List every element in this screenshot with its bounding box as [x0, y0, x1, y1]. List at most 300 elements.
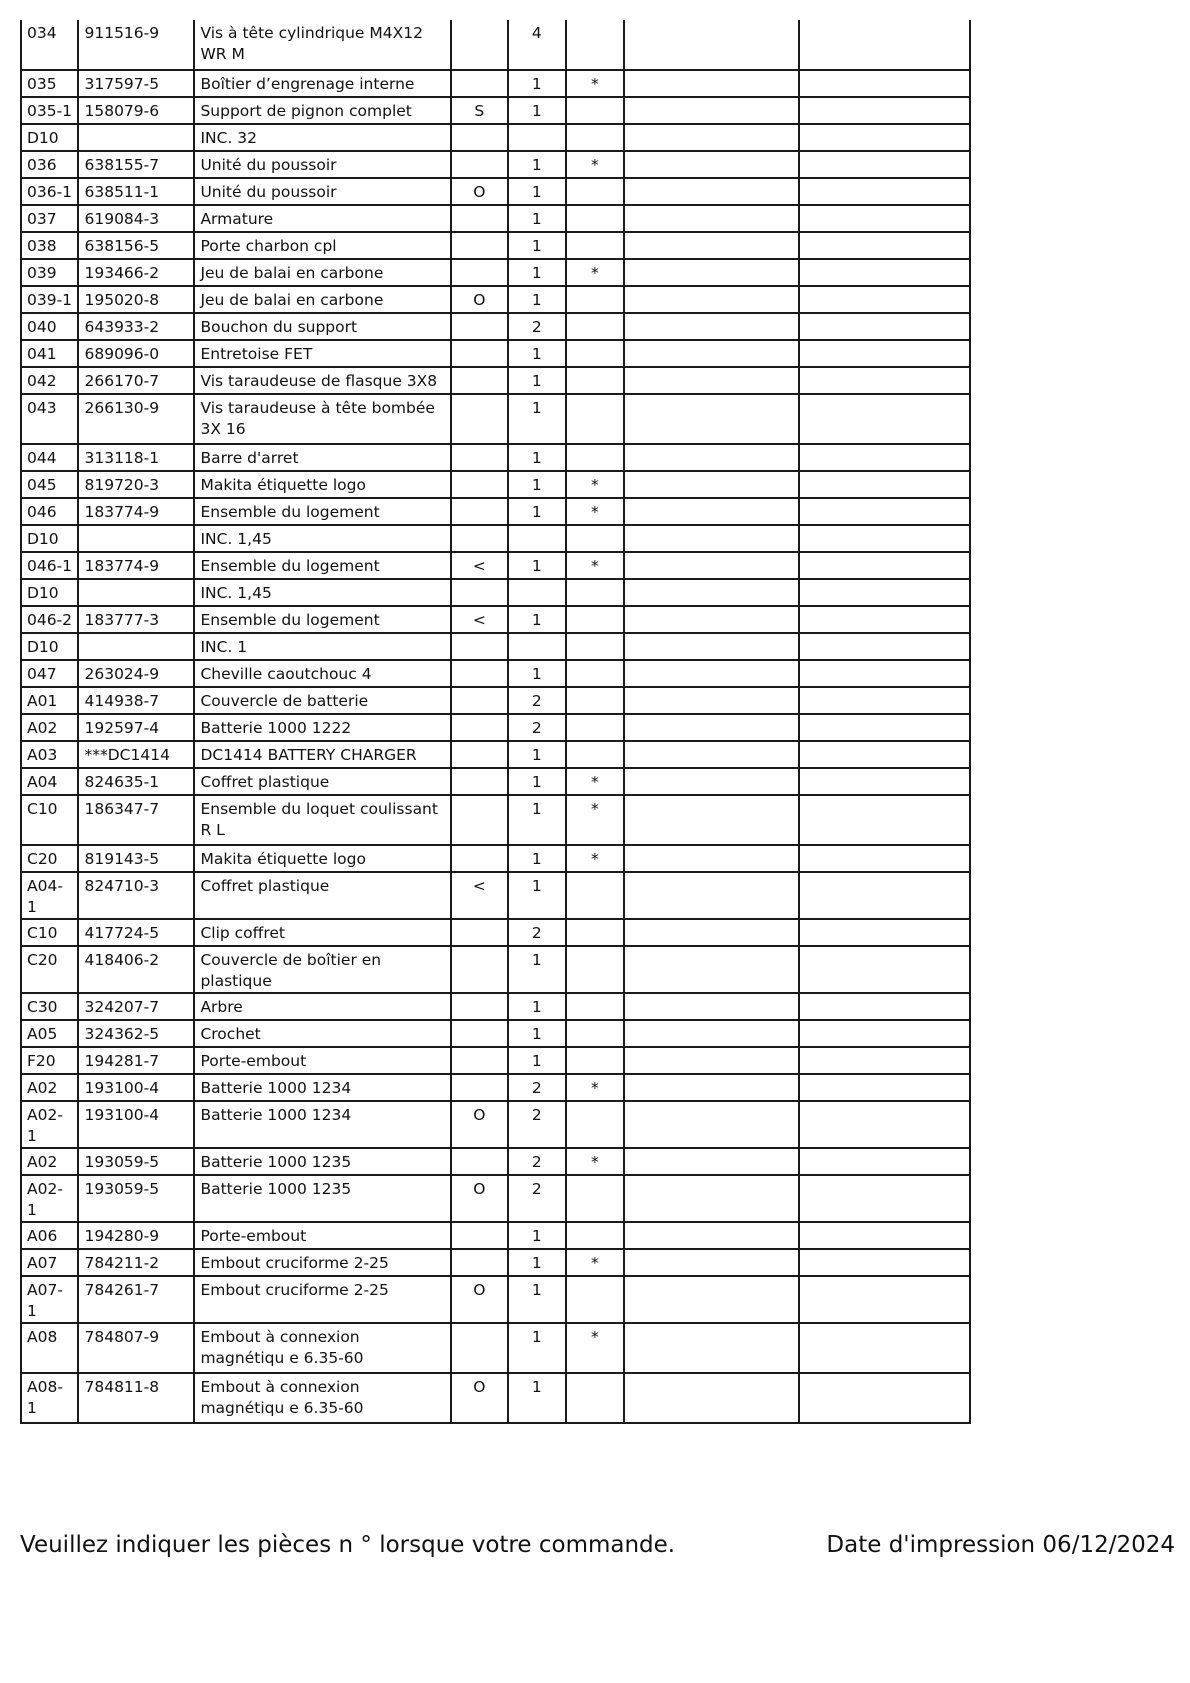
reference-cell: 041: [21, 340, 78, 367]
part-number-cell: 183774-9: [78, 498, 194, 525]
table-row: [21, 367, 970, 394]
empty-cell: [799, 367, 970, 394]
table-row: [21, 660, 970, 687]
description-cell: Boîtier d’engrenage interne: [194, 70, 450, 97]
reference-cell: 038: [21, 232, 78, 259]
quantity-cell: [508, 579, 565, 606]
description-cell: INC. 1,45: [194, 525, 450, 552]
empty-cell: [624, 633, 798, 660]
part-number-cell: 784811-8: [78, 1373, 194, 1423]
empty-cell: [799, 552, 970, 579]
part-number-cell: 643933-2: [78, 313, 194, 340]
flag-cell: [451, 1222, 508, 1249]
empty-cell: [799, 687, 970, 714]
flag-cell: [451, 579, 508, 606]
reference-cell: A05: [21, 1020, 78, 1047]
quantity-cell: 1: [508, 444, 565, 471]
part-number-cell: 194280-9: [78, 1222, 194, 1249]
quantity-cell: 1: [508, 1222, 565, 1249]
table-row: [21, 1222, 970, 1249]
quantity-cell: 2: [508, 1101, 565, 1148]
flag-cell: [451, 20, 508, 70]
empty-cell: [799, 1074, 970, 1101]
table-row: [21, 1323, 970, 1373]
table-row: [21, 471, 970, 498]
part-number-cell: 195020-8: [78, 286, 194, 313]
part-number-cell: 313118-1: [78, 444, 194, 471]
part-number-cell: 317597-5: [78, 70, 194, 97]
flag-cell: O: [451, 178, 508, 205]
marker-cell: [566, 919, 624, 946]
flag-cell: [451, 714, 508, 741]
quantity-cell: 2: [508, 1175, 565, 1222]
empty-cell: [799, 714, 970, 741]
reference-cell: D10: [21, 633, 78, 660]
marker-cell: [566, 1276, 624, 1323]
quantity-cell: 1: [508, 259, 565, 286]
reference-cell: A02: [21, 1148, 78, 1175]
marker-cell: *: [566, 552, 624, 579]
flag-cell: O: [451, 1276, 508, 1323]
part-number-cell: 784211-2: [78, 1249, 194, 1276]
empty-cell: [624, 367, 798, 394]
marker-cell: *: [566, 498, 624, 525]
table-row: [21, 97, 970, 124]
empty-cell: [624, 741, 798, 768]
quantity-cell: 2: [508, 1074, 565, 1101]
part-number-cell: 911516-9: [78, 20, 194, 70]
table-row: [21, 633, 970, 660]
empty-cell: [624, 1074, 798, 1101]
description-cell: Ensemble du logement: [194, 498, 450, 525]
empty-cell: [624, 498, 798, 525]
parts-list-sheet: [20, 20, 971, 1424]
flag-cell: [451, 946, 508, 993]
flag-cell: [451, 340, 508, 367]
flag-cell: [451, 687, 508, 714]
empty-cell: [799, 633, 970, 660]
quantity-cell: 1: [508, 660, 565, 687]
description-cell: Embout à connexion magnétiqu e 6.35-60: [194, 1373, 450, 1423]
description-cell: Coffret plastique: [194, 872, 450, 919]
part-number-cell: 819143-5: [78, 845, 194, 872]
description-cell: Porte charbon cpl: [194, 232, 450, 259]
marker-cell: [566, 606, 624, 633]
quantity-cell: [508, 633, 565, 660]
description-cell: Cheville caoutchouc 4: [194, 660, 450, 687]
description-cell: Makita étiquette logo: [194, 845, 450, 872]
part-number-cell: 638156-5: [78, 232, 194, 259]
description-cell: Vis taraudeuse à tête bombée 3X 16: [194, 394, 450, 444]
table-row: [21, 340, 970, 367]
reference-cell: 037: [21, 205, 78, 232]
table-row: [21, 525, 970, 552]
table-row: [21, 714, 970, 741]
parts-table-body: [21, 20, 970, 1423]
empty-cell: [624, 1249, 798, 1276]
marker-cell: [566, 579, 624, 606]
marker-cell: *: [566, 70, 624, 97]
table-row: [21, 1101, 970, 1148]
empty-cell: [799, 919, 970, 946]
marker-cell: *: [566, 795, 624, 845]
empty-cell: [624, 660, 798, 687]
empty-cell: [799, 232, 970, 259]
description-cell: Unité du poussoir: [194, 178, 450, 205]
marker-cell: [566, 286, 624, 313]
flag-cell: <: [451, 552, 508, 579]
table-row: [21, 1148, 970, 1175]
marker-cell: [566, 1020, 624, 1047]
quantity-cell: 1: [508, 741, 565, 768]
empty-cell: [624, 1323, 798, 1373]
empty-cell: [799, 178, 970, 205]
part-number-cell: 638511-1: [78, 178, 194, 205]
description-cell: Jeu de balai en carbone: [194, 286, 450, 313]
flag-cell: [451, 313, 508, 340]
quantity-cell: 1: [508, 946, 565, 993]
table-row: [21, 946, 970, 993]
table-row: [21, 1020, 970, 1047]
empty-cell: [799, 872, 970, 919]
marker-cell: [566, 340, 624, 367]
table-row: [21, 1074, 970, 1101]
empty-cell: [624, 579, 798, 606]
part-number-cell: 824710-3: [78, 872, 194, 919]
flag-cell: [451, 1020, 508, 1047]
table-row: [21, 394, 970, 444]
empty-cell: [799, 946, 970, 993]
print-date: Date d'impression 06/12/2024: [826, 1532, 1175, 1558]
quantity-cell: 1: [508, 1249, 565, 1276]
part-number-cell: [78, 124, 194, 151]
description-cell: Batterie 1000 1234: [194, 1101, 450, 1148]
empty-cell: [624, 313, 798, 340]
marker-cell: [566, 1373, 624, 1423]
marker-cell: [566, 20, 624, 70]
reference-cell: A02-1: [21, 1101, 78, 1148]
part-number-cell: 689096-0: [78, 340, 194, 367]
quantity-cell: 2: [508, 687, 565, 714]
marker-cell: [566, 946, 624, 993]
quantity-cell: 1: [508, 768, 565, 795]
part-number-cell: 324362-5: [78, 1020, 194, 1047]
flag-cell: [451, 232, 508, 259]
quantity-cell: 2: [508, 1148, 565, 1175]
part-number-cell: [78, 633, 194, 660]
order-note: Veuillez indiquer les pièces n ° lorsque votre commande.: [20, 1532, 676, 1558]
description-cell: Arbre: [194, 993, 450, 1020]
part-number-cell: 418406-2: [78, 946, 194, 993]
empty-cell: [799, 1148, 970, 1175]
empty-cell: [799, 20, 970, 70]
quantity-cell: 1: [508, 232, 565, 259]
part-number-cell: 638155-7: [78, 151, 194, 178]
reference-cell: A01: [21, 687, 78, 714]
flag-cell: <: [451, 606, 508, 633]
marker-cell: [566, 1222, 624, 1249]
part-number-cell: 266170-7: [78, 367, 194, 394]
reference-cell: A02-1: [21, 1175, 78, 1222]
table-row: [21, 872, 970, 919]
marker-cell: [566, 232, 624, 259]
reference-cell: D10: [21, 579, 78, 606]
quantity-cell: 1: [508, 993, 565, 1020]
reference-cell: 035-1: [21, 97, 78, 124]
marker-cell: [566, 313, 624, 340]
flag-cell: [451, 498, 508, 525]
table-row: [21, 1276, 970, 1323]
empty-cell: [799, 1249, 970, 1276]
reference-cell: 039-1: [21, 286, 78, 313]
marker-cell: *: [566, 151, 624, 178]
flag-cell: [451, 993, 508, 1020]
table-row: [21, 20, 970, 70]
description-cell: Embout cruciforme 2-25: [194, 1276, 450, 1323]
part-number-cell: 183777-3: [78, 606, 194, 633]
empty-cell: [624, 919, 798, 946]
empty-cell: [624, 124, 798, 151]
description-cell: Porte-embout: [194, 1222, 450, 1249]
empty-cell: [799, 1047, 970, 1074]
flag-cell: [451, 1148, 508, 1175]
empty-cell: [799, 1175, 970, 1222]
reference-cell: 042: [21, 367, 78, 394]
empty-cell: [624, 714, 798, 741]
marker-cell: [566, 687, 624, 714]
table-row: [21, 178, 970, 205]
part-number-cell: 263024-9: [78, 660, 194, 687]
quantity-cell: 1: [508, 286, 565, 313]
quantity-cell: 2: [508, 919, 565, 946]
empty-cell: [624, 1101, 798, 1148]
quantity-cell: 1: [508, 872, 565, 919]
flag-cell: [451, 768, 508, 795]
flag-cell: [451, 259, 508, 286]
marker-cell: [566, 97, 624, 124]
marker-cell: [566, 872, 624, 919]
flag-cell: O: [451, 1373, 508, 1423]
empty-cell: [624, 525, 798, 552]
part-number-cell: 193100-4: [78, 1074, 194, 1101]
empty-cell: [799, 525, 970, 552]
flag-cell: S: [451, 97, 508, 124]
part-number-cell: [78, 579, 194, 606]
reference-cell: A07: [21, 1249, 78, 1276]
part-number-cell: 192597-4: [78, 714, 194, 741]
part-number-cell: 819720-3: [78, 471, 194, 498]
description-cell: INC. 32: [194, 124, 450, 151]
empty-cell: [624, 259, 798, 286]
description-cell: Porte-embout: [194, 1047, 450, 1074]
empty-cell: [624, 205, 798, 232]
quantity-cell: 1: [508, 1323, 565, 1373]
reference-cell: A07-1: [21, 1276, 78, 1323]
empty-cell: [624, 286, 798, 313]
part-number-cell: 324207-7: [78, 993, 194, 1020]
reference-cell: A06: [21, 1222, 78, 1249]
reference-cell: C10: [21, 795, 78, 845]
table-row: [21, 795, 970, 845]
reference-cell: C30: [21, 993, 78, 1020]
empty-cell: [624, 394, 798, 444]
table-row: [21, 552, 970, 579]
marker-cell: [566, 660, 624, 687]
reference-cell: C20: [21, 845, 78, 872]
reference-cell: A04-1: [21, 872, 78, 919]
table-row: [21, 993, 970, 1020]
reference-cell: 040: [21, 313, 78, 340]
empty-cell: [799, 340, 970, 367]
marker-cell: [566, 1101, 624, 1148]
part-number-cell: 194281-7: [78, 1047, 194, 1074]
marker-cell: [566, 1047, 624, 1074]
description-cell: Makita étiquette logo: [194, 471, 450, 498]
description-cell: Entretoise FET: [194, 340, 450, 367]
marker-cell: [566, 525, 624, 552]
empty-cell: [799, 70, 970, 97]
description-cell: Clip coffret: [194, 919, 450, 946]
marker-cell: [566, 633, 624, 660]
description-cell: Jeu de balai en carbone: [194, 259, 450, 286]
quantity-cell: 1: [508, 70, 565, 97]
quantity-cell: 1: [508, 498, 565, 525]
flag-cell: [451, 1323, 508, 1373]
table-row: [21, 1249, 970, 1276]
quantity-cell: [508, 124, 565, 151]
table-row: [21, 845, 970, 872]
empty-cell: [799, 741, 970, 768]
empty-cell: [799, 151, 970, 178]
empty-cell: [624, 70, 798, 97]
reference-cell: 043: [21, 394, 78, 444]
description-cell: Vis à tête cylindrique M4X12 WR M: [194, 20, 450, 70]
part-number-cell: 266130-9: [78, 394, 194, 444]
part-number-cell: 414938-7: [78, 687, 194, 714]
table-row: [21, 444, 970, 471]
table-row: [21, 205, 970, 232]
empty-cell: [799, 444, 970, 471]
flag-cell: [451, 525, 508, 552]
empty-cell: [624, 20, 798, 70]
flag-cell: [451, 367, 508, 394]
description-cell: INC. 1,45: [194, 579, 450, 606]
empty-cell: [799, 498, 970, 525]
marker-cell: [566, 714, 624, 741]
description-cell: Ensemble du logement: [194, 552, 450, 579]
empty-cell: [624, 1276, 798, 1323]
description-cell: Support de pignon complet: [194, 97, 450, 124]
quantity-cell: 1: [508, 1020, 565, 1047]
marker-cell: *: [566, 1249, 624, 1276]
empty-cell: [624, 1222, 798, 1249]
table-row: [21, 1373, 970, 1423]
part-number-cell: 186347-7: [78, 795, 194, 845]
part-number-cell: 158079-6: [78, 97, 194, 124]
reference-cell: F20: [21, 1047, 78, 1074]
description-cell: Unité du poussoir: [194, 151, 450, 178]
empty-cell: [799, 471, 970, 498]
part-number-cell: [78, 525, 194, 552]
empty-cell: [799, 394, 970, 444]
part-number-cell: 824635-1: [78, 768, 194, 795]
reference-cell: 046-1: [21, 552, 78, 579]
marker-cell: *: [566, 471, 624, 498]
empty-cell: [624, 1175, 798, 1222]
quantity-cell: 1: [508, 205, 565, 232]
empty-cell: [799, 993, 970, 1020]
reference-cell: 036: [21, 151, 78, 178]
flag-cell: [451, 1074, 508, 1101]
table-row: [21, 687, 970, 714]
description-cell: Batterie 1000 1222: [194, 714, 450, 741]
flag-cell: [451, 394, 508, 444]
parts-table: [20, 20, 971, 1424]
reference-cell: D10: [21, 525, 78, 552]
flag-cell: [451, 1047, 508, 1074]
part-number-cell: 193059-5: [78, 1148, 194, 1175]
part-number-cell: 619084-3: [78, 205, 194, 232]
empty-cell: [624, 872, 798, 919]
quantity-cell: 1: [508, 178, 565, 205]
reference-cell: A02: [21, 714, 78, 741]
flag-cell: [451, 1249, 508, 1276]
empty-cell: [624, 552, 798, 579]
marker-cell: [566, 1175, 624, 1222]
flag-cell: [451, 795, 508, 845]
description-cell: Armature: [194, 205, 450, 232]
empty-cell: [799, 124, 970, 151]
description-cell: Coffret plastique: [194, 768, 450, 795]
quantity-cell: 1: [508, 97, 565, 124]
part-number-cell: 193059-5: [78, 1175, 194, 1222]
reference-cell: 035: [21, 70, 78, 97]
marker-cell: [566, 178, 624, 205]
description-cell: DC1414 BATTERY CHARGER: [194, 741, 450, 768]
flag-cell: [451, 633, 508, 660]
description-cell: Batterie 1000 1234: [194, 1074, 450, 1101]
empty-cell: [799, 205, 970, 232]
empty-cell: [624, 471, 798, 498]
marker-cell: [566, 394, 624, 444]
flag-cell: [451, 444, 508, 471]
empty-cell: [799, 1276, 970, 1323]
description-cell: Embout à connexion magnétiqu e 6.35-60: [194, 1323, 450, 1373]
marker-cell: [566, 993, 624, 1020]
part-number-cell: 784807-9: [78, 1323, 194, 1373]
empty-cell: [799, 1101, 970, 1148]
flag-cell: O: [451, 1175, 508, 1222]
part-number-cell: 193466-2: [78, 259, 194, 286]
empty-cell: [624, 232, 798, 259]
part-number-cell: 417724-5: [78, 919, 194, 946]
empty-cell: [624, 1148, 798, 1175]
empty-cell: [624, 845, 798, 872]
marker-cell: *: [566, 768, 624, 795]
table-row: [21, 768, 970, 795]
marker-cell: [566, 124, 624, 151]
quantity-cell: 1: [508, 795, 565, 845]
table-row: [21, 919, 970, 946]
description-cell: Ensemble du loquet coulissant R L: [194, 795, 450, 845]
empty-cell: [624, 340, 798, 367]
empty-cell: [799, 795, 970, 845]
quantity-cell: [508, 525, 565, 552]
empty-cell: [624, 1020, 798, 1047]
empty-cell: [624, 993, 798, 1020]
empty-cell: [624, 946, 798, 993]
part-number-cell: 784261-7: [78, 1276, 194, 1323]
